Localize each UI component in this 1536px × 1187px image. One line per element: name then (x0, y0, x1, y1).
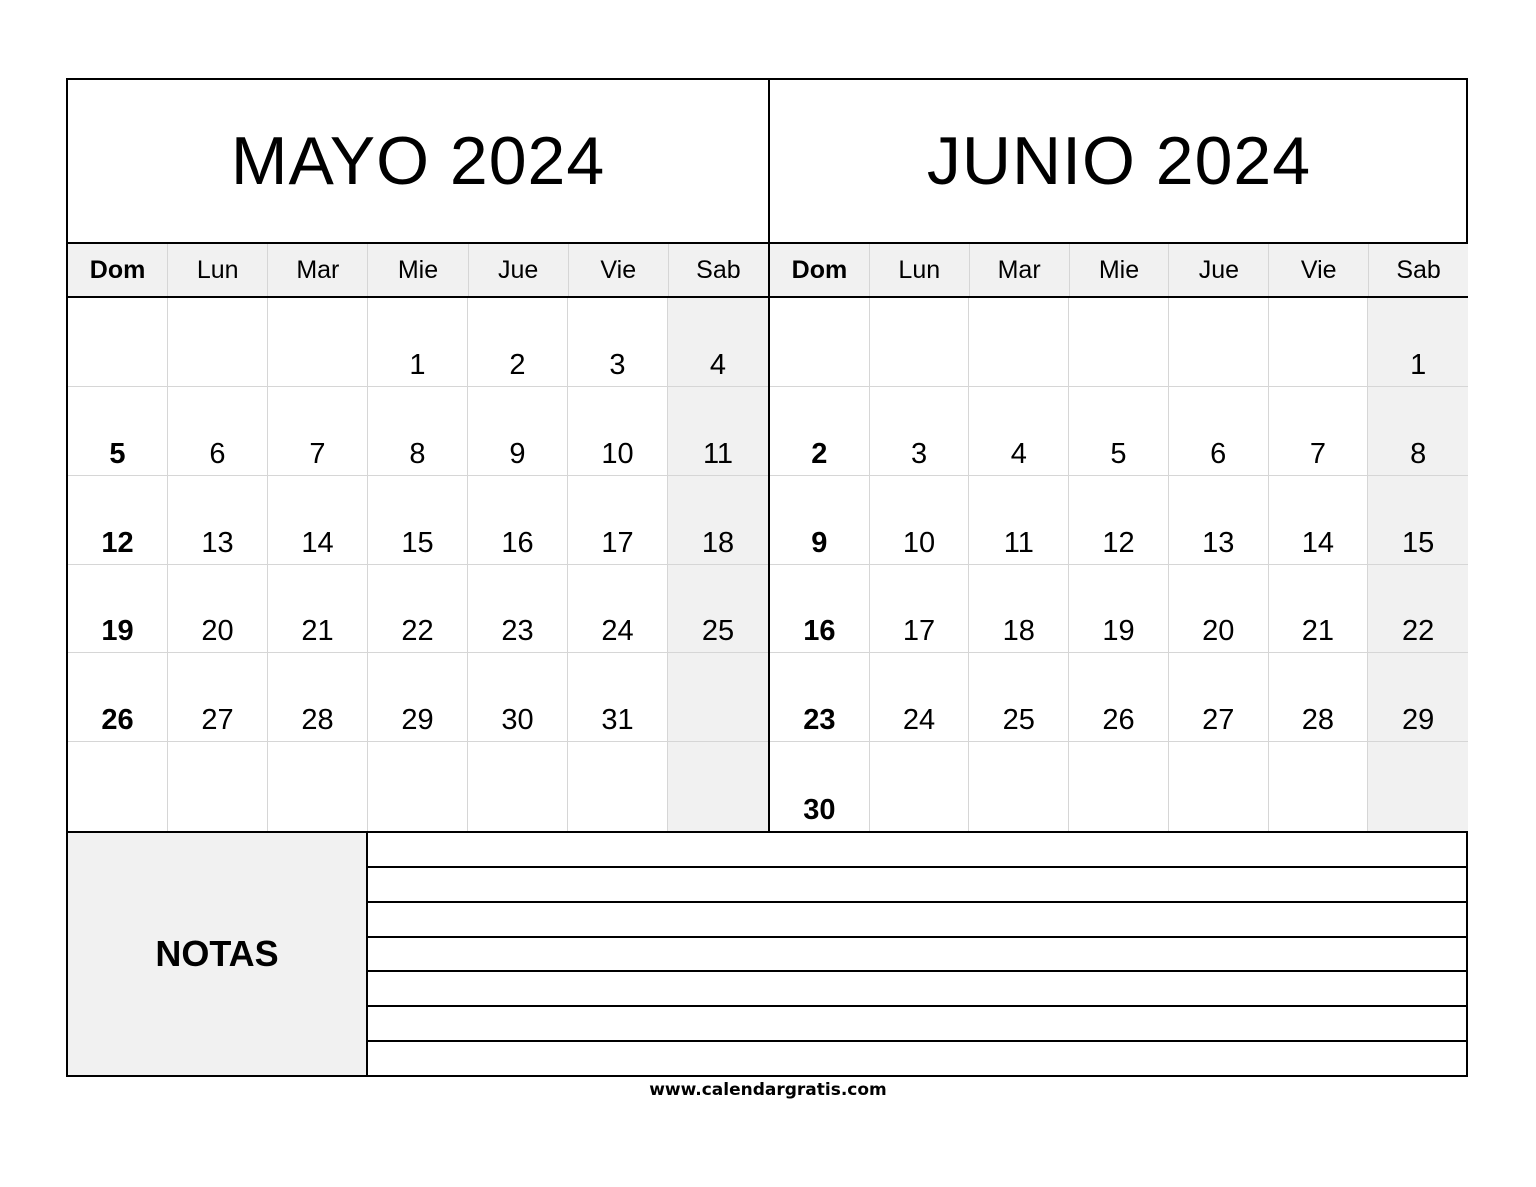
day-cell (969, 742, 1069, 831)
day-cell (668, 742, 768, 831)
weekday-wed: Mie (368, 244, 468, 296)
day-cell: 21 (1269, 565, 1369, 654)
note-line[interactable] (368, 903, 1466, 938)
day-cell: 23 (468, 565, 568, 654)
day-cell: 29 (1368, 653, 1468, 742)
calendar-sheet (66, 78, 1468, 1077)
weekday-sun: Dom (770, 244, 870, 296)
day-cell: 8 (1368, 387, 1468, 476)
day-cell (468, 742, 568, 831)
day-cell: 24 (870, 653, 970, 742)
day-cell: 5 (1069, 387, 1169, 476)
day-cell: 15 (1368, 476, 1468, 565)
day-cell (268, 298, 368, 387)
note-line[interactable] (368, 868, 1466, 903)
weekday-thu: Jue (469, 244, 569, 296)
day-cell (68, 298, 168, 387)
day-cell: 8 (368, 387, 468, 476)
weekday-header (68, 244, 768, 298)
notes-lines[interactable] (368, 833, 1466, 1075)
weekday-thu: Jue (1169, 244, 1269, 296)
note-line[interactable] (368, 1042, 1466, 1075)
day-cell: 4 (668, 298, 768, 387)
day-cell: 18 (668, 476, 768, 565)
day-cell (68, 742, 168, 831)
day-cell: 20 (168, 565, 268, 654)
day-cell: 19 (1069, 565, 1169, 654)
day-cell: 9 (468, 387, 568, 476)
weekday-mon: Lun (168, 244, 268, 296)
notes-label: NOTAS (68, 833, 368, 1075)
day-cell: 11 (969, 476, 1069, 565)
day-cell: 16 (468, 476, 568, 565)
day-cell: 1 (1368, 298, 1468, 387)
note-line[interactable] (368, 972, 1466, 1007)
weekday-header (770, 244, 1468, 298)
month-may (68, 80, 768, 831)
weekday-mon: Lun (870, 244, 970, 296)
day-cell: 12 (1069, 476, 1169, 565)
day-cell (568, 742, 668, 831)
note-line[interactable] (368, 833, 1466, 868)
day-cell (268, 742, 368, 831)
day-cell: 7 (1269, 387, 1369, 476)
weekday-tue: Mar (268, 244, 368, 296)
day-cell: 3 (870, 387, 970, 476)
day-grid (68, 298, 768, 831)
day-cell: 27 (1169, 653, 1269, 742)
day-cell (668, 653, 768, 742)
weekday-fri: Vie (569, 244, 669, 296)
note-line[interactable] (368, 1007, 1466, 1042)
day-cell: 15 (368, 476, 468, 565)
day-grid (770, 298, 1468, 831)
day-cell: 23 (770, 653, 870, 742)
day-cell: 31 (568, 653, 668, 742)
day-cell (1169, 298, 1269, 387)
weekday-sun: Dom (68, 244, 168, 296)
day-cell (1069, 742, 1169, 831)
day-cell (870, 742, 970, 831)
day-cell: 30 (770, 742, 870, 831)
day-cell (368, 742, 468, 831)
day-cell (1069, 298, 1169, 387)
day-cell: 20 (1169, 565, 1269, 654)
day-cell: 26 (1069, 653, 1169, 742)
day-cell: 11 (668, 387, 768, 476)
day-cell: 16 (770, 565, 870, 654)
day-cell (1269, 742, 1369, 831)
weekday-wed: Mie (1070, 244, 1170, 296)
day-cell: 19 (68, 565, 168, 654)
day-cell: 13 (168, 476, 268, 565)
day-cell: 14 (1269, 476, 1369, 565)
day-cell (1269, 298, 1369, 387)
day-cell (168, 742, 268, 831)
day-cell: 22 (1368, 565, 1468, 654)
day-cell: 1 (368, 298, 468, 387)
day-cell: 17 (870, 565, 970, 654)
month-june (768, 80, 1468, 831)
day-cell: 10 (870, 476, 970, 565)
day-cell: 14 (268, 476, 368, 565)
day-cell: 10 (568, 387, 668, 476)
weekday-sat: Sab (696, 255, 741, 284)
day-cell (969, 298, 1069, 387)
day-cell: 28 (1269, 653, 1369, 742)
day-cell: 12 (68, 476, 168, 565)
month-title: MAYO 2024 (68, 80, 768, 244)
day-cell: 5 (68, 387, 168, 476)
day-cell (770, 298, 870, 387)
notes-section (68, 831, 1466, 1075)
weekday-sat: Sab (1396, 255, 1441, 284)
day-cell: 17 (568, 476, 668, 565)
day-cell: 24 (568, 565, 668, 654)
day-cell: 4 (969, 387, 1069, 476)
day-cell: 26 (68, 653, 168, 742)
day-cell: 9 (770, 476, 870, 565)
day-cell: 29 (368, 653, 468, 742)
day-cell: 2 (770, 387, 870, 476)
day-cell: 18 (969, 565, 1069, 654)
day-cell: 30 (468, 653, 568, 742)
day-cell: 25 (969, 653, 1069, 742)
day-cell: 25 (668, 565, 768, 654)
note-line[interactable] (368, 938, 1466, 973)
day-cell (168, 298, 268, 387)
day-cell: 27 (168, 653, 268, 742)
weekday-tue: Mar (970, 244, 1070, 296)
day-cell: 2 (468, 298, 568, 387)
day-cell: 13 (1169, 476, 1269, 565)
day-cell (870, 298, 970, 387)
day-cell: 6 (1169, 387, 1269, 476)
day-cell: 3 (568, 298, 668, 387)
day-cell: 6 (168, 387, 268, 476)
day-cell: 22 (368, 565, 468, 654)
footer-website: www.calendargratis.com (649, 1080, 887, 1100)
day-cell: 21 (268, 565, 368, 654)
day-cell: 28 (268, 653, 368, 742)
day-cell (1169, 742, 1269, 831)
month-title: JUNIO 2024 (770, 80, 1468, 244)
weekday-fri: Vie (1269, 244, 1369, 296)
day-cell: 7 (268, 387, 368, 476)
day-cell (1368, 742, 1468, 831)
